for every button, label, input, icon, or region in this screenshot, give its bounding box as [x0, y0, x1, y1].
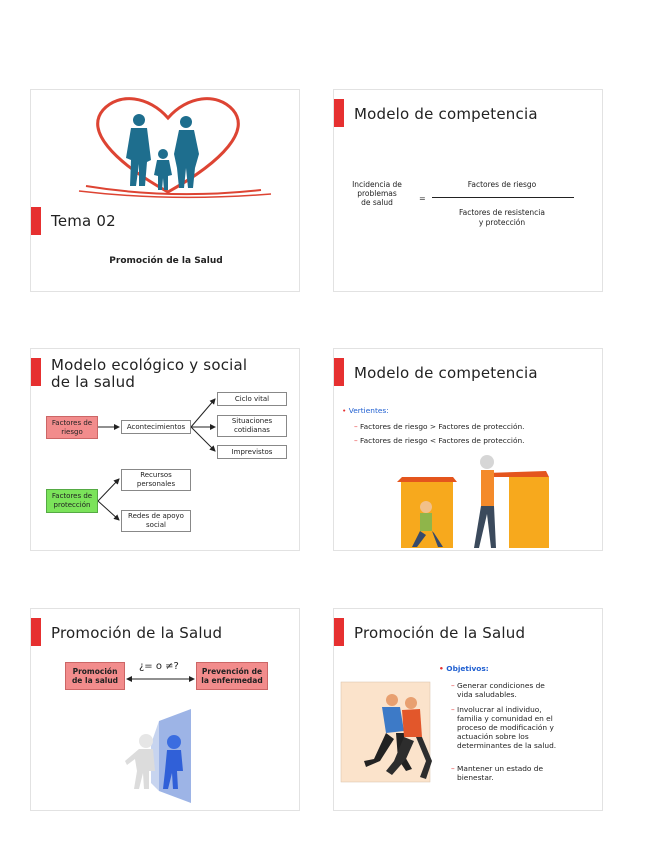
list-item — [451, 764, 601, 782]
dash-marker: – — [451, 764, 458, 773]
slide-title: Promoción de la Salud — [51, 624, 223, 642]
formula-numerator: Factores de riesgo — [467, 180, 537, 189]
list-item-text: Generar condiciones de vida saludables. — [457, 681, 545, 699]
risk-factors-box: Factores de riesgo — [46, 416, 98, 439]
slide-title: Promoción de la Salud — [354, 624, 526, 642]
bullet-heading-text: Objetivos: — [446, 664, 489, 673]
disease-prevention-box: Prevención de la enfermedad — [196, 662, 268, 690]
slide-4[interactable] — [333, 348, 603, 551]
slide-title: Modelo de competencia — [354, 364, 538, 382]
list-item — [451, 681, 601, 699]
slide-title: Modelo de competencia — [354, 105, 538, 123]
formula-lhs: Incidencia de problemas de salud — [352, 180, 402, 207]
slide-6[interactable] — [333, 608, 603, 811]
dash-marker: – — [451, 681, 458, 690]
slide-1[interactable] — [30, 89, 300, 292]
formula-denominator: Factores de resistencia y protección — [458, 208, 545, 227]
family-heart-illustration — [31, 90, 300, 200]
list-item-text: Factores de riesgo < Factores de protección. — [360, 436, 525, 445]
slide-title: Tema 02 — [51, 212, 116, 230]
list-item-text: Factores de riesgo > Factores de protección. — [360, 422, 525, 431]
unexpected-box: Imprevistos — [217, 445, 287, 459]
title-accent-bar — [31, 207, 41, 235]
personal-resources-box: Recursos personales — [121, 469, 191, 491]
health-promotion-box: Promoción de la salud — [65, 662, 125, 690]
fraction-line — [432, 197, 574, 198]
slide-2[interactable] — [333, 89, 603, 292]
dash-marker: – — [451, 705, 458, 714]
mirror-figures-illustration — [31, 609, 300, 811]
list-item-text: Mantener un estado de bienestar. — [457, 764, 544, 782]
bullet-dot: • — [342, 406, 349, 415]
dash-marker: – — [354, 422, 361, 431]
list-item — [451, 705, 601, 750]
bullet-dot: • — [439, 664, 447, 673]
slide-title: Modelo ecológico y social de la salud — [51, 356, 248, 391]
bullet-heading-text: Vertientes: — [348, 406, 389, 415]
dash-marker: – — [354, 436, 361, 445]
bullet-heading — [439, 664, 489, 673]
list-item-text: Involucrar al individuo, familia y comunidad en el proceso de modificación y actuación sobre los determinantes de la salud. — [457, 705, 557, 750]
formula-equals: = — [419, 194, 426, 203]
events-box: Acontecimientos — [121, 420, 191, 434]
protection-factors-box: Factores de protección — [46, 489, 98, 513]
social-support-box: Redes de apoyo social — [121, 510, 191, 532]
slide-5[interactable] — [30, 608, 300, 811]
boxes-people-illustration — [334, 349, 603, 551]
vital-cycle-box: Ciclo vital — [217, 392, 287, 406]
title-accent-bar — [334, 99, 344, 127]
slide-subtitle: Promoción de la Salud — [109, 256, 223, 266]
slide-3[interactable] — [30, 348, 300, 551]
comparison-label: ¿= o ≠? — [139, 661, 179, 672]
daily-situations-box: Situaciones cotidianas — [217, 415, 287, 437]
